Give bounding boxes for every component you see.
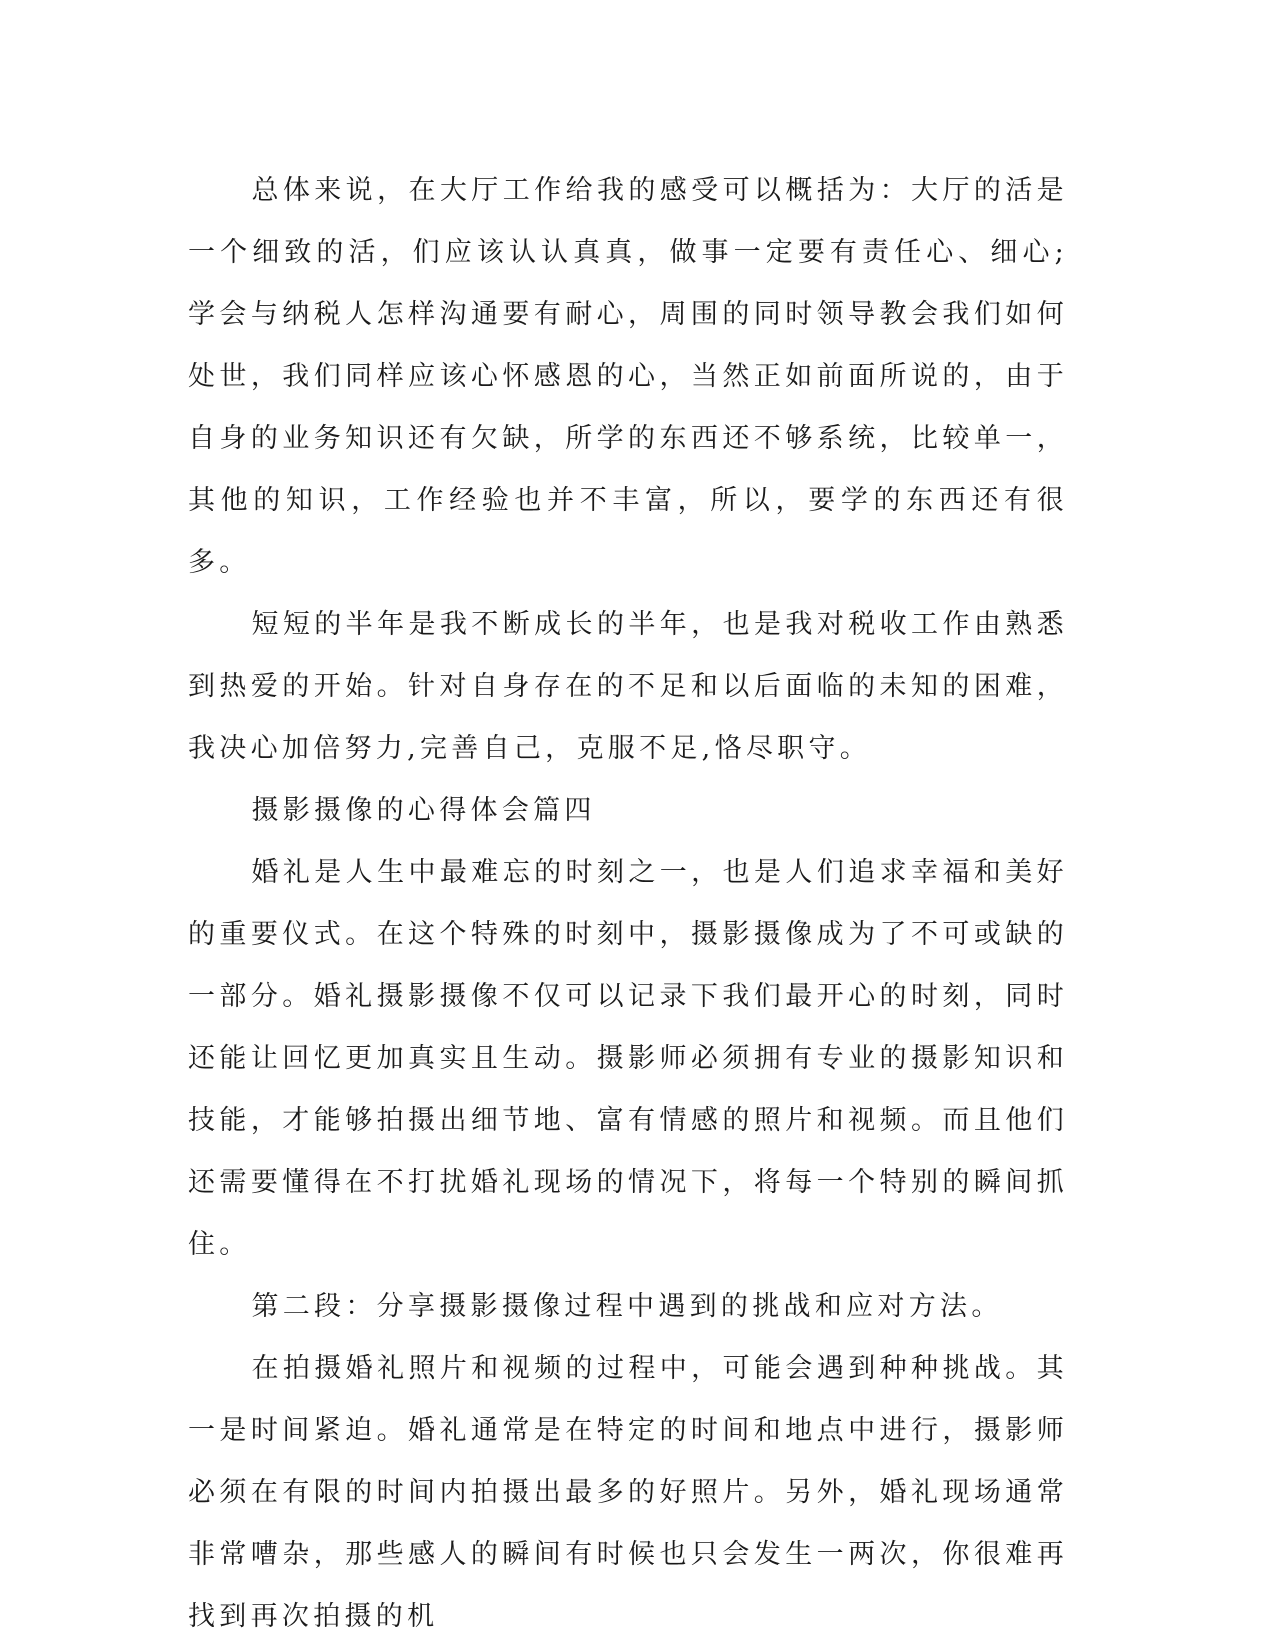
paragraph-wedding-intro: 婚礼是人生中最难忘的时刻之一，也是人们追求幸福和美好的重要仪式。在这个特殊的时刻中，摄影摄像成为了不可或缺的一部分。婚礼摄影摄像不仅可以记录下我们最开心的时刻，同时还能让回忆更加真实且生动。摄影师必须拥有专业的摄影知识和技能，才能够拍摄出细节地、富有情感的照片和视频。而且他们还需要懂得在不打扰婚礼现场的情况下，将每一个特别的瞬间抓住。	[188, 857, 1068, 1260]
section-heading: 摄影摄像的心得体会篇四	[251, 795, 596, 826]
paragraph-half-year: 短短的半年是我不断成长的半年，也是我对税收工作由熟悉到热爱的开始。针对自身存在的不足和以后面临的未知的困难，我决心加倍努力,完善自己，克服不足,恪尽职守。	[188, 609, 1068, 764]
paragraph-challenges: 在拍摄婚礼照片和视频的过程中，可能会遇到种种挑战。其一是时间紧迫。婚礼通常是在特定的时间和地点中进行，摄影师必须在有限的时间内拍摄出最多的好照片。另外，婚礼现场通常非常嘈杂，那些感人的瞬间有时候也只会发生一两次，你很难再找到再次拍摄的机	[188, 1353, 1068, 1632]
document-body	[188, 160, 1068, 1648]
paragraph-summary: 总体来说，在大厅工作给我的感受可以概括为：大厅的活是一个细致的活，们应该认认真真，做事一定要有责任心、细心;学会与纳税人怎样沟通要有耐心，周围的同时领导教会我们如何处世，我们同样应该心怀感恩的心，当然正如前面所说的，由于自身的业务知识还有欠缺，所学的东西还不够系统，比较单一，其他的知识，工作经验也并不丰富，所以，要学的东西还有很多。	[188, 175, 1068, 578]
section-subheading: 第二段：分享摄影摄像过程中遇到的挑战和应对方法。	[251, 1291, 1003, 1322]
